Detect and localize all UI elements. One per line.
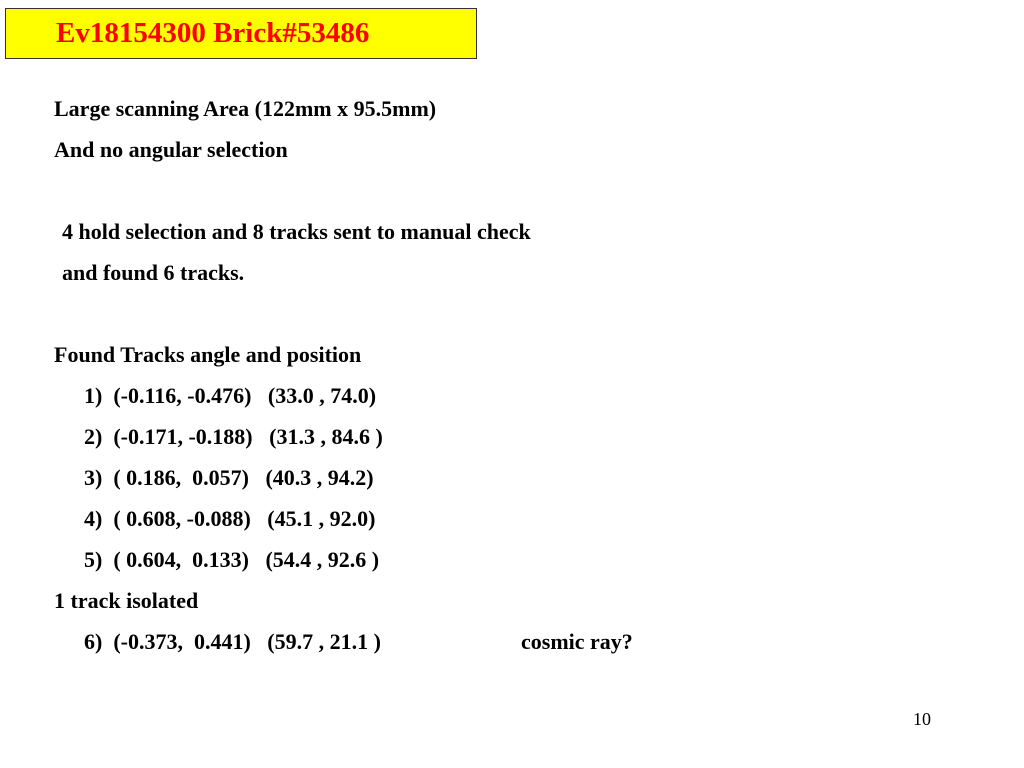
isolated-heading: 1 track isolated	[54, 588, 199, 613]
track-item: 1) (-0.116, -0.476) (33.0 , 74.0)	[84, 383, 377, 408]
slide-title	[5, 8, 477, 59]
page-number: 10	[913, 709, 931, 729]
slide-title-text: Ev18154300 Brick#53486	[56, 17, 370, 49]
selection-line-2: and found 6 tracks.	[62, 260, 245, 285]
intro-line-1: Large scanning Area (122mm x 95.5mm)	[54, 96, 437, 121]
intro-line-2: And no angular selection	[54, 137, 288, 162]
isolated-track-item: 6) (-0.373, 0.441) (59.7 , 21.1 )	[84, 629, 381, 654]
selection-line-1: 4 hold selection and 8 tracks sent to manual check	[62, 219, 531, 244]
track-item: 2) (-0.171, -0.188) (31.3 , 84.6 )	[84, 424, 383, 449]
isolated-track-note: cosmic ray?	[521, 629, 633, 654]
track-item: 5) ( 0.604, 0.133) (54.4 , 92.6 )	[84, 547, 380, 572]
tracks-heading: Found Tracks angle and position	[54, 342, 362, 367]
track-item: 3) ( 0.186, 0.057) (40.3 , 94.2)	[84, 465, 374, 490]
track-item: 4) ( 0.608, -0.088) (45.1 , 92.0)	[84, 506, 376, 531]
